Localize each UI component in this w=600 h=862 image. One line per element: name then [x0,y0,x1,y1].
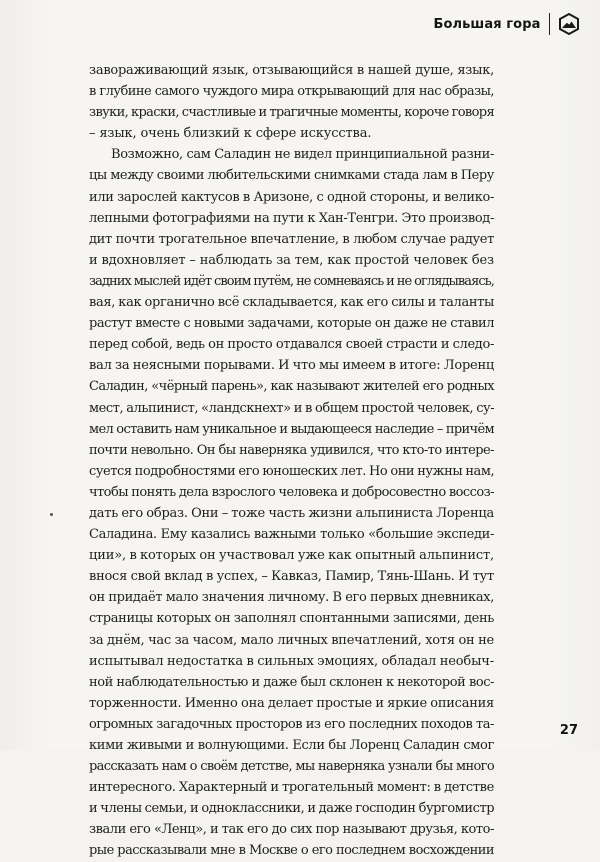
text-line: звали его «Ленц», и так его до сих пор называют друзья, кото- [89,822,494,838]
text-line: растут вместе с новыми задачами, которые он даже не ставил [89,316,494,332]
text-line: задних мыслей идёт своим путём, не сомневаясь и не оглядываясь, [89,273,494,289]
text-line: ции», в которых он участвовал уже как опытный альпинист, [89,548,494,564]
running-head [433,12,580,36]
mountain-hexagon-icon [558,13,580,35]
text-line: рассказать нам о своём детстве, мы наверняка узнали бы много [89,759,494,775]
page-number: 27 [559,723,578,738]
text-line: кими живыми и волнующими. Если бы Лоренц Саладин смог [89,738,494,753]
text-line: лепными фотографиями на пути к Хан-Тенгри. Это производ- [89,210,494,226]
text-line: огромных загадочных просторов из его последних походов та- [89,716,494,732]
text-line: и члены семьи, и одноклассники, и даже господин бургомистр [89,801,495,817]
text-line: – язык, очень близкий к сфере искусства. [89,126,372,142]
text-line: и вдохновляет – наблюдать за тем, как простой человек без [89,252,494,268]
text-line: дать его образ. Они – тоже часть жизни альпиниста Лоренца [89,505,494,521]
text-line: он придаёт мало значения личному. В его первых дневниках, [89,590,494,606]
text-line: чтобы понять дела взрослого человека и добросовестно воссоз- [89,484,494,500]
text-line: ной наблюдательностью и даже был склонен к некоторой вос- [89,674,494,690]
text-line: внося свой вклад в успех, – Кавказ, Памир, Тянь-Шань. И тут [89,569,494,585]
text-line: испытывал недостатка в сильных эмоциях, обладал необыч- [89,653,494,669]
text-line: рые рассказывали мне в Москве о его последнем восхождении [89,843,494,859]
text-line: страницы которых он заполнял спонтанными записями, день [89,611,494,627]
text-line: интересного. Характерный и трогательный момент: в детстве [89,780,494,796]
text-line: завораживающий язык, отзывающийся в нашей душе, язык, [89,63,494,78]
text-line: в глубине самого чуждого мира открывающий для нас образы, [89,84,494,100]
text-line: мест, альпинист, «ландскнехт» и в общем простой человек, су- [89,400,495,416]
text-line: дит почти трогательное впечатление, в любом случае радует [89,231,494,247]
text-line: Возможно, сам Саладин не видел принципиальной разни- [111,147,494,163]
header-divider [549,13,551,35]
text-line: вал за неясными порывами. И что мы имеем в итоге: Лоренц [89,358,494,374]
text-line: звуки, краски, счастливые и трагичные моменты, короче говоря [89,105,494,121]
text-line: за днём, час за часом, мало личных впечатлений, хотя он не [89,632,494,648]
text-line: почти невольно. Он бы наверняка удивился, что кто-то интере- [89,442,494,458]
text-line: мел оставить нам уникальное и выдающееся наследие – причём [89,421,494,437]
text-line: Саладин, «чёрный парень», как называют жителей его родных [89,379,494,395]
running-title: Большая гора [433,16,541,32]
text-line: вая, как органично всё складывается, как его силы и таланты [89,295,494,311]
text-line: Саладина. Ему казались важными только «большие экспеди- [89,527,494,543]
text-line: торженности. Именно она делает простые и яркие описания [89,695,494,711]
text-line: перед собой, ведь он просто отдавался своей страсти и следо- [89,337,494,353]
text-line: или зарослей кактусов в Аризоне, с одной стороны, и велико- [89,189,494,205]
text-line: суется подробностями его юношеских лет. Но они нужны нам, [89,463,495,479]
body-text [89,60,494,862]
text-line: цы между своими любительскими снимками стада лам в Перу [89,168,494,184]
margin-mark [50,513,53,516]
